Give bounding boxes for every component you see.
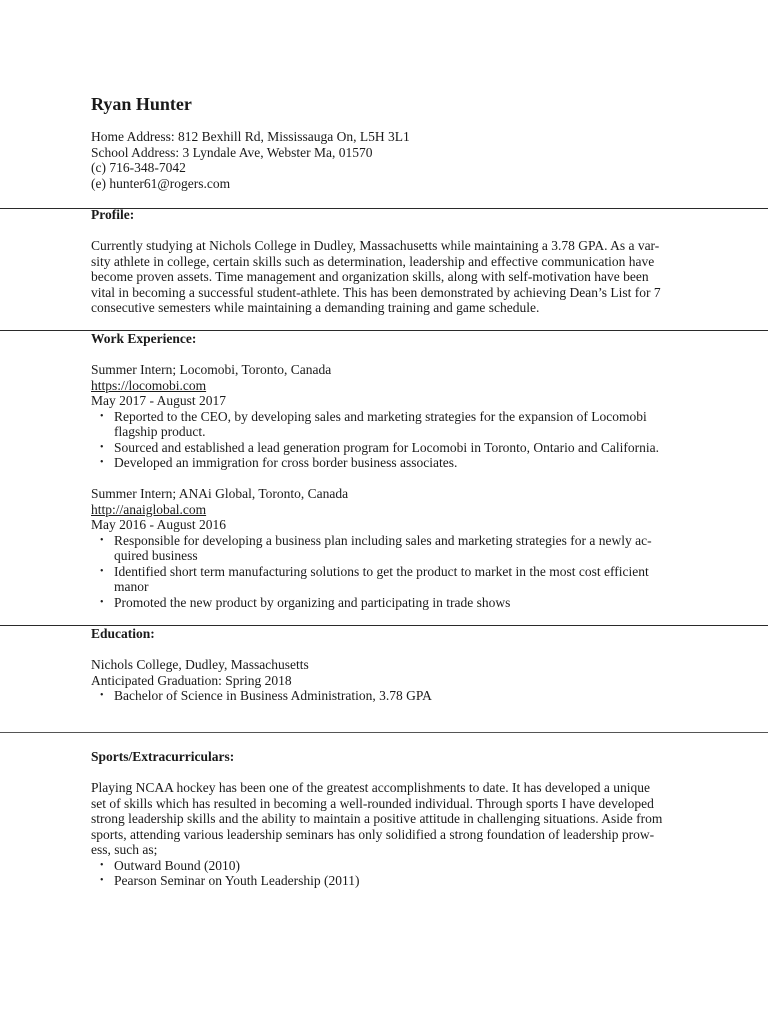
home-address: Home Address: 812 Bexhill Rd, Mississauga On, L5H 3L1	[91, 129, 410, 144]
list-item	[91, 440, 676, 456]
bullet-text: manor	[114, 579, 149, 594]
job-title: Summer Intern; ANAi Global, Toronto, Canada	[91, 486, 349, 501]
bullet-icon: •	[100, 457, 104, 468]
work-heading: Work Experience:	[91, 331, 197, 346]
list-item	[91, 873, 676, 889]
bullet-text: Identified short term manufacturing solutions to get the product to market in the most cost efficient	[114, 563, 649, 579]
bullet-text: Developed an immigration for cross border business associates.	[114, 455, 458, 470]
candidate-name: Ryan Hunter	[91, 94, 192, 114]
bullet-text: Sourced and established a lead generation program for Locomobi in Toronto, Ontario and California.	[114, 439, 660, 455]
sports-line: set of skills which has resulted in becoming a well-rounded individual. Through sports I have developed	[91, 795, 654, 811]
bullet-text: quired business	[114, 548, 198, 563]
education-bullets	[91, 688, 676, 704]
bullet-text: Promoted the new product by organizing and participating in trade shows	[114, 594, 511, 610]
profile-line: vital in becoming a successful student-athlete. This has been demonstrated by achieving Dean’s List for 7	[91, 284, 661, 300]
list-item	[91, 858, 676, 874]
list-item	[91, 533, 676, 564]
job-title: Summer Intern; Locomobi, Toronto, Canada	[91, 362, 332, 377]
sports-paragraph	[91, 780, 676, 889]
bullet-text: flagship product.	[114, 424, 206, 439]
graduation-date: Anticipated Graduation: Spring 2018	[91, 672, 292, 688]
phone-number: (c) 716-348-7042	[91, 160, 186, 175]
job-entry-locomobi	[91, 362, 676, 471]
list-item	[91, 564, 676, 595]
profile-heading: Profile:	[91, 207, 135, 222]
sports-heading: Sports/Extracurriculars:	[91, 749, 235, 764]
bullet-icon: •	[100, 441, 104, 453]
bullet-icon: •	[100, 859, 104, 871]
bullet-text: Bachelor of Science in Business Administration, 3.78 GPA	[114, 688, 432, 703]
email-address: (e) hunter61@rogers.com	[91, 175, 231, 191]
job-bullets	[91, 409, 676, 471]
sports-line: sports, attending various leadership seminars has only solidified a strong foundation of leadership prow-	[91, 826, 655, 842]
bullet-icon: •	[100, 875, 104, 886]
contact-info	[91, 129, 410, 191]
bullet-text: Responsible for developing a business plan including sales and marketing strategies for a newly ac-	[114, 532, 652, 548]
bullet-text: Outward Bound (2010)	[114, 857, 240, 873]
bullet-text: Pearson Seminar on Youth Leadership (2011)	[114, 873, 360, 888]
job-bullets	[91, 533, 676, 611]
company-link[interactable]: http://anaiglobal.com	[91, 501, 207, 517]
education-entry	[91, 657, 676, 704]
sports-line: Playing NCAA hockey has been one of the greatest accomplishments to date. It has developed a unique	[91, 780, 650, 795]
job-entry-anai	[91, 486, 676, 610]
bullet-icon: •	[100, 596, 104, 608]
bullet-icon: •	[100, 534, 104, 546]
list-item	[91, 688, 676, 704]
profile-line: Currently studying at Nichols College in Dudley, Massachusetts while maintaining a 3.78 GPA. As a var-	[91, 238, 660, 253]
bullet-text: Reported to the CEO, by developing sales and marketing strategies for the expansion of Locomobi	[114, 408, 647, 424]
sports-bullets	[91, 858, 676, 889]
job-dates: May 2016 - August 2016	[91, 517, 226, 532]
school-name: Nichols College, Dudley, Massachusetts	[91, 657, 309, 672]
education-heading: Education:	[91, 626, 155, 641]
profile-line: sity athlete in college, certain skills such as determination, leadership and effective communication have	[91, 253, 655, 269]
sports-line: strong leadership skills and the ability to maintain a positive attitude in challenging situations. Aside from	[91, 811, 663, 826]
list-item	[91, 409, 676, 440]
profile-line: become proven assets. Time management and organization skills, along with self-motivation have been	[91, 269, 649, 284]
bullet-icon: •	[100, 565, 104, 577]
school-address: School Address: 3 Lyndale Ave, Webster Ma, 01570	[91, 144, 373, 160]
sports-line: ess, such as;	[91, 842, 158, 857]
list-item	[91, 595, 676, 611]
job-dates: May 2017 - August 2017	[91, 393, 226, 408]
bullet-icon: •	[100, 410, 104, 422]
profile-paragraph	[91, 238, 676, 316]
section-divider-sports	[0, 732, 768, 733]
profile-line: consecutive semesters while maintaining a demanding training and game schedule.	[91, 300, 540, 315]
bullet-icon: •	[100, 690, 104, 701]
company-link[interactable]: https://locomobi.com	[91, 377, 207, 393]
list-item	[91, 455, 676, 471]
